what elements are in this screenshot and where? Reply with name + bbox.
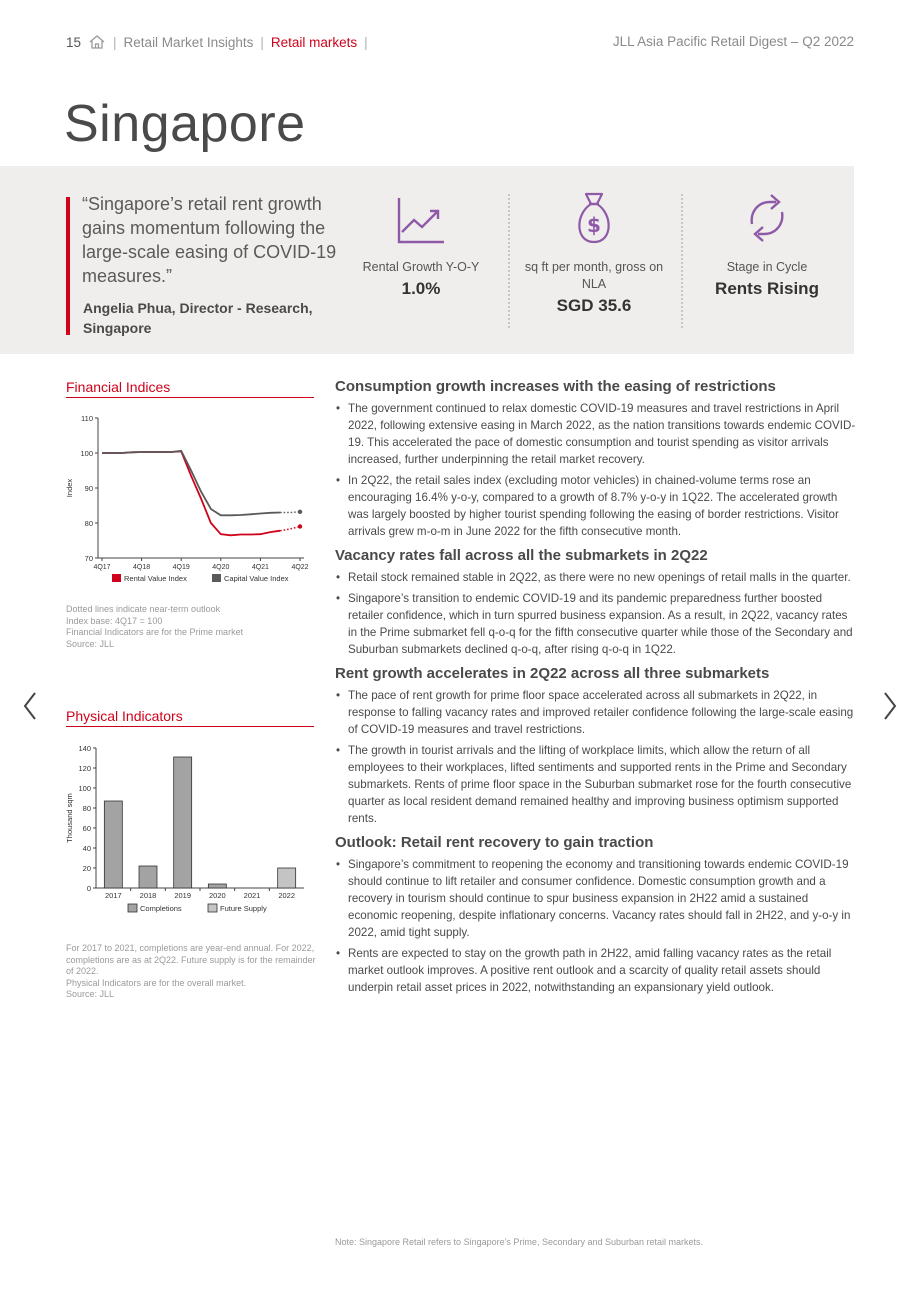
outlook-line-rental-value xyxy=(280,527,300,531)
y-tick-label: 20 xyxy=(82,864,91,873)
x-tick-label: 2022 xyxy=(278,891,296,900)
bullet-item: • Retail stock remained stable in 2Q22, as there were no new openings of retail malls in the quarter. xyxy=(335,569,857,586)
note-line: For 2017 to 2021, completions are year-end annual. For 2022, completions are as at 2Q22. Future supply is for the remainder of 2022. xyxy=(66,943,316,976)
y-tick-label: 100 xyxy=(78,784,91,793)
x-tick-label: 4Q20 xyxy=(212,564,230,571)
legend-swatch xyxy=(128,904,137,912)
bullet-item: • The government continued to relax domestic COVID-19 measures and travel restrictions in April 2022, following extensive easing in March 2022, as the nation transitions towards endemic COVID-19. This accelerated the pace of domestic consumption and tourist spending as visitor arrivals increased, further underpinning the retail market recovery. xyxy=(335,400,857,468)
breadcrumb-retail-market-insights[interactable]: Retail Market Insights xyxy=(123,34,254,50)
legend-swatch xyxy=(212,574,221,582)
bullet-list xyxy=(335,569,857,658)
physical-indicators-title: Physical Indicators xyxy=(66,708,314,727)
stat-label: Stage in Cycle xyxy=(726,260,808,274)
legend-label: Completions xyxy=(140,904,182,913)
note-line: Source: JLL xyxy=(66,989,115,999)
page-number: 15 xyxy=(66,34,82,50)
bullet-item: • The growth in tourist arrivals and the lifting of workplace limits, which allow the return of all employees to their workplaces, lifted sentiments and supported rents in the Prime and Secondary submarkets. Rents of prime floor space in the Suburban submarket rose for the fourth consecutive quarter as local resident demand remained healthy and improving business optimism supported rents. xyxy=(335,742,857,827)
note-line: Dotted lines indicate near-term outlook xyxy=(66,604,221,614)
cycle-arrows-icon xyxy=(740,190,794,248)
page-title: Singapore xyxy=(64,95,306,153)
y-tick-label: 0 xyxy=(86,884,91,893)
bullet-list xyxy=(335,856,857,996)
y-axis-label: Thousand sqm xyxy=(65,793,74,843)
bullet-item: • In 2Q22, the retail sales index (excluding motor vehicles) in chained-volume terms rose an encouraging 16.4% y-o-y, compared to a growth of 8.7% y-o-y in 1Q22. The accelerated growth was largely boosted by higher tourist spending following the easing of border restrictions. Visitor arrivals grew m-o-m in June 2022 for the fifth consecutive month. xyxy=(335,472,857,540)
stat-rental-growth xyxy=(346,190,496,299)
stat-value: Rents Rising xyxy=(715,279,819,298)
y-tick-label: 80 xyxy=(82,804,91,813)
growth-chart-icon xyxy=(394,190,448,248)
x-tick-label: 4Q21 xyxy=(251,564,269,571)
x-tick-label: 4Q18 xyxy=(133,564,151,571)
previous-page-icon[interactable] xyxy=(20,690,40,722)
physical-notes xyxy=(66,943,316,1001)
financial-indices-chart xyxy=(62,410,318,594)
y-tick-label: 140 xyxy=(78,744,91,753)
section-heading: Consumption growth increases with the easing of restrictions xyxy=(335,378,776,395)
legend-label: Capital Value Index xyxy=(224,574,289,583)
quote-author: Angelia Phua, Director - Research, Singapore xyxy=(83,300,313,336)
financial-notes xyxy=(66,604,316,650)
hero-quote: “Singapore’s retail rent growth gains momentum following the large-scale easing of COVID-19 measures.” xyxy=(82,194,337,286)
legend-label: Rental Value Index xyxy=(124,574,187,583)
page-header: 15 | Retail Market Insights | Retail markets | xyxy=(66,34,368,50)
bullet-item: • Singapore’s transition to endemic COVID-19 and its pandemic preparedness further boosted retailer confidence, which in turn spurred business expansion. As a result, in 2Q22, vacancy rates in the Prime submarket fell q-o-q for the fifth consecutive quarter while those of the Secondary and Suburban submarkets declined q-o-q, after rising q-o-q in 1Q22. xyxy=(335,590,857,658)
legend-swatch xyxy=(112,574,121,582)
x-tick-label: 2020 xyxy=(208,891,226,900)
bullet-item: • Singapore’s commitment to reopening the economy and transitioning towards endemic COVID-19 should continue to lift retailer and consumer confidence. Domestic consumption growth and a recovery in tourism should continue to spur business expansion in 2H22 amid a sustained economic reopening, despite inflationary concerns. Vacancy rates should fall in 2H22, and y-o-y in 2022, amid tight supply. xyxy=(335,856,857,941)
section-heading: Rent growth accelerates in 2Q22 across all three submarkets xyxy=(335,665,770,682)
article-body xyxy=(335,378,857,1003)
section-heading: Outlook: Retail rent recovery to gain traction xyxy=(335,834,654,851)
breadcrumb-retail-markets[interactable]: Retail markets xyxy=(270,34,358,50)
legend-swatch xyxy=(208,904,217,912)
stat-value: SGD 35.6 xyxy=(556,296,632,315)
y-tick-label: 120 xyxy=(78,764,91,773)
completions-bar xyxy=(208,884,226,888)
y-tick-label: 40 xyxy=(82,844,91,853)
stat-divider xyxy=(681,194,683,328)
stat-divider xyxy=(508,194,510,328)
y-tick-label: 100 xyxy=(80,449,93,458)
note-line: Index base: 4Q17 = 100 xyxy=(66,615,163,626)
section-heading: Vacancy rates fall across all the submarkets in 2Q22 xyxy=(335,547,708,564)
note-line: Financial Indicators are for the Prime market xyxy=(66,627,244,637)
stat-value: 1.0% xyxy=(401,279,441,298)
y-tick-label: 60 xyxy=(82,824,91,833)
completions-bar xyxy=(174,757,192,888)
series-line-capital-value xyxy=(102,451,280,515)
legend-label: Future Supply xyxy=(220,904,267,913)
stat-label: Rental Growth Y-O-Y xyxy=(362,260,480,274)
y-tick-label: 70 xyxy=(84,554,93,563)
bullet-list xyxy=(335,687,857,827)
y-tick-label: 80 xyxy=(84,519,93,528)
outlook-end-point xyxy=(298,524,302,528)
y-axis-label: Index xyxy=(65,478,74,498)
next-page-icon[interactable] xyxy=(880,690,900,722)
svg-text:$: $ xyxy=(587,213,601,237)
x-tick-label: 2018 xyxy=(139,891,157,900)
y-tick-label: 110 xyxy=(81,414,93,423)
bullet-item: • The pace of rent growth for prime floor space accelerated across all submarkets in 2Q22, in response to falling vacancy rates and improved retailer confidence following the large-scale easing of COVID-19 measures and travel restrictions. xyxy=(335,687,857,738)
x-tick-label: 2017 xyxy=(104,891,122,900)
bullet-item: • Rents are expected to stay on the growth path in 2H22, amid falling vacancy rates as the retail market outlook improves. A positive rent outlook and a scarcity of quality retail assets should underpin retail asset prices in 2022, notwithstanding an expansionary yield outlook. xyxy=(335,945,857,996)
financial-indices-title: Financial Indices xyxy=(66,379,314,398)
x-tick-label: 2019 xyxy=(174,891,192,900)
note-line: Physical Indicators are for the overall market. xyxy=(66,977,247,988)
outlook-line-capital-value xyxy=(280,512,300,513)
completions-bar xyxy=(139,866,157,888)
completions-bar xyxy=(104,801,122,888)
money-bag-icon xyxy=(567,190,621,248)
bullet-list xyxy=(335,400,857,540)
footnote: Note: Singapore Retail refers to Singapore’s Prime, Secondary and Suburban retail markets. xyxy=(335,1237,704,1247)
y-tick-label: 90 xyxy=(84,484,93,493)
x-tick-label: 4Q17 xyxy=(93,564,111,571)
series-line-rental-value xyxy=(102,451,280,535)
publication-title: JLL Asia Pacific Retail Digest – Q2 2022 xyxy=(612,34,854,49)
outlook-end-point xyxy=(298,510,302,514)
note-line: Source: JLL xyxy=(66,638,115,649)
stat-rent-level xyxy=(519,190,669,316)
home-icon[interactable] xyxy=(88,34,106,50)
x-tick-label: 4Q22 xyxy=(291,564,309,571)
stat-label: sq ft per month, gross on NLA xyxy=(524,260,664,291)
future-supply-bar xyxy=(278,868,296,888)
x-tick-label: 2021 xyxy=(243,891,261,900)
x-tick-label: 4Q19 xyxy=(172,564,190,571)
quote-accent-bar xyxy=(66,197,70,335)
stat-cycle xyxy=(692,190,842,299)
physical-indicators-chart xyxy=(62,740,318,920)
